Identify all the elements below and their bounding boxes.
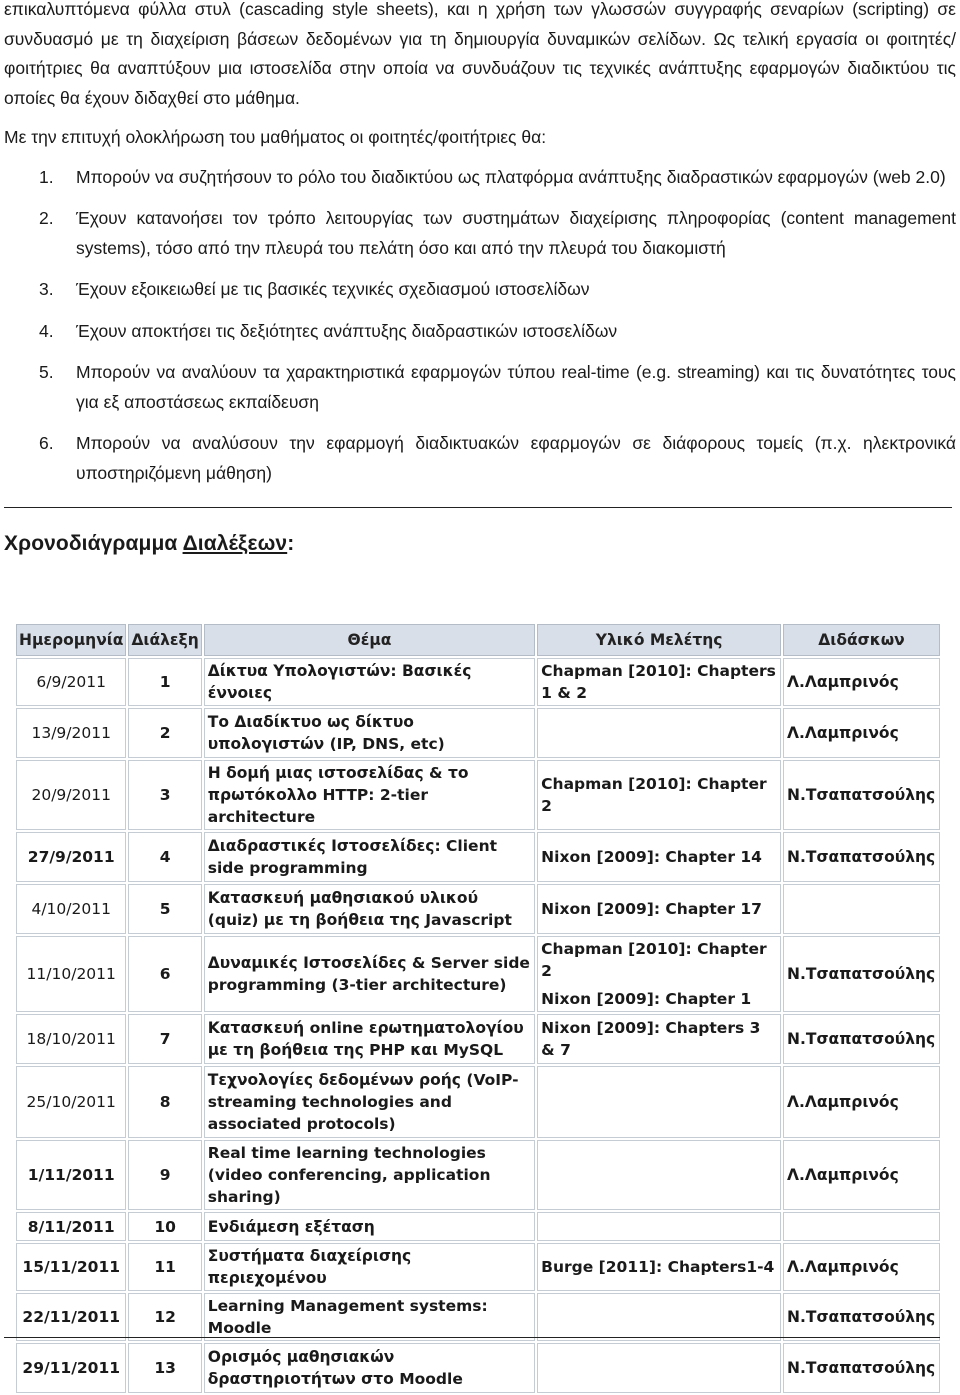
- cell-topic: Δυναμικές Ιστοσελίδες & Server side programming (3-tier architecture): [204, 936, 535, 1012]
- cell-lecture: 8: [128, 1066, 201, 1138]
- cell-material: [537, 1212, 781, 1241]
- schedule-heading-text: Χρονοδιάγραμμα: [4, 532, 183, 555]
- cell-date: 20/9/2011: [16, 760, 126, 830]
- cell-lecture: 12: [128, 1293, 201, 1341]
- outcome-text: Έχουν αποκτήσει τις δεξιότητες ανάπτυξης διαδραστικών ιστοσελίδων: [76, 320, 618, 341]
- table-row: [16, 708, 940, 758]
- material-line: Chapman [2010]: Chapters 1 & 2: [541, 662, 776, 702]
- cell-topic: Learning Management systems: Moodle: [204, 1293, 535, 1341]
- table-row: [16, 1066, 940, 1138]
- outcome-text: Μπορούν να συζητήσουν το ρόλο του διαδικτύου ως πλατφόρμα ανάπτυξης διαδραστικών εφαρμογών (web 2.0): [76, 166, 946, 187]
- outcome-item: [4, 163, 956, 193]
- cell-date: 25/10/2011: [16, 1066, 126, 1138]
- outcome-item: [4, 275, 956, 305]
- table-row: [16, 1140, 940, 1210]
- cell-date: 8/11/2011: [16, 1212, 126, 1241]
- intro-paragraph: επικαλυπτόμενα φύλλα στυλ (cascading style sheets), και η χρήση των γλωσσών συγγραφής σεναρίων (scripting) σε συνδυασμό με τη διαχείριση βάσεων δεδομένων για τη δημιουργία δυναμικών σελίδων. Ως τελική εργασία οι φοιτητές/φοιτήτριες θα αναπτύξουν μια ιστοσελίδα στην οποία να συνδυάζουν τις τεχνικές ανάπτυξης εφαρμογών διαδικτύου τις οποίες θα έχουν διδαχθεί στο μάθημα.: [4, 0, 956, 108]
- table-row: [16, 832, 940, 882]
- cell-date: 11/10/2011: [16, 936, 126, 1012]
- outcome-text: Μπορούν να αναλύσουν την εφαρμογή διαδικτυακών εφαρμογών σε διάφορους τομείς (π.χ. ηλεκτρονικά υποστηριζόμενη μάθηση): [76, 433, 956, 483]
- column-header-instructor: Διδάσκων: [783, 624, 940, 656]
- cell-lecture: 11: [128, 1243, 201, 1291]
- table-row: [16, 1293, 940, 1341]
- material-line: Nixon [2009]: Chapter 1: [541, 990, 752, 1008]
- outcome-item: [4, 317, 956, 347]
- cell-instructor: Λ.Λαμπρινός: [783, 1140, 940, 1210]
- outcome-number: 6.: [39, 433, 54, 453]
- material-line: Nixon [2009]: Chapter 17: [541, 900, 762, 918]
- cell-instructor: Ν.Τσαπατσούλης: [783, 1293, 940, 1341]
- cell-instructor: Λ.Λαμπρινός: [783, 658, 940, 706]
- column-header-lecture: Διάλεξη: [128, 624, 201, 656]
- cell-instructor: Ν.Τσαπατσούλης: [783, 1343, 940, 1393]
- cell-instructor: [783, 1212, 940, 1241]
- material-line: Nixon [2009]: Chapters 3 & 7: [541, 1019, 761, 1059]
- cell-topic: Διαδραστικές Ιστοσελίδες: Client side programming: [204, 832, 535, 882]
- outcome-item: [4, 429, 956, 488]
- column-header-topic: Θέμα: [204, 624, 535, 656]
- column-header-material: Υλικό Μελέτης: [537, 624, 781, 656]
- cell-topic: Ορισμός μαθησιακών δραστηριοτήτων στο Moodle: [204, 1343, 535, 1393]
- material-line: Nixon [2009]: Chapter 14: [541, 848, 762, 866]
- outcome-number: 5.: [39, 362, 54, 382]
- cell-topic: Real time learning technologies (video conferencing, application sharing): [204, 1140, 535, 1210]
- table-row: [16, 884, 940, 934]
- cell-lecture: 2: [128, 708, 201, 758]
- cell-material: [537, 1343, 781, 1393]
- outcome-item: [4, 204, 956, 263]
- section-divider: [4, 507, 952, 508]
- column-header-date: Ημερομηνία: [16, 624, 126, 656]
- cell-instructor: Ν.Τσαπατσούλης: [783, 760, 940, 830]
- cell-lecture: 5: [128, 884, 201, 934]
- cell-instructor: Ν.Τσαπατσούλης: [783, 832, 940, 882]
- table-row: [16, 1243, 940, 1291]
- bottom-divider: [4, 1337, 940, 1338]
- cell-material: [537, 760, 781, 830]
- cell-material: [537, 1014, 781, 1064]
- cell-date: 4/10/2011: [16, 884, 126, 934]
- cell-lecture: 3: [128, 760, 201, 830]
- outcome-text: Έχουν κατανοήσει τον τρόπο λειτουργίας των συστημάτων διαχείρισης πληροφορίας (content management systems), τόσο από την πλευρά του πελάτη όσο και από την πλευρά του διακομιστή: [76, 208, 956, 258]
- outcomes-lead: Με την επιτυχή ολοκλήρωση του μαθήματος οι φοιτητές/φοιτήτριες θα:: [4, 127, 547, 147]
- cell-material: [537, 936, 781, 1012]
- material-line: Chapman [2010]: Chapter 2: [541, 775, 767, 815]
- cell-material: [537, 1140, 781, 1210]
- table-row: [16, 658, 940, 706]
- cell-topic: Η δομή μιας ιστοσελίδας & το πρωτόκολλο HTTP: 2-tier architecture: [204, 760, 535, 830]
- cell-instructor: Λ.Λαμπρινός: [783, 1066, 940, 1138]
- cell-topic: Ενδιάμεση εξέταση: [204, 1212, 535, 1241]
- lecture-schedule-table: [14, 622, 942, 1395]
- cell-topic: Τεχνολογίες δεδομένων ροής (VoIP-streaming technologies and associated protocols): [204, 1066, 535, 1138]
- document-page: [4, 0, 956, 556]
- outcome-number: 4.: [39, 320, 54, 341]
- table-header-row: [16, 624, 940, 656]
- cell-topic: Κατασκευή online ερωτηματολογίου με τη βοήθεια της PHP και MySQL: [204, 1014, 535, 1064]
- cell-instructor: Ν.Τσαπατσούλης: [783, 1014, 940, 1064]
- cell-instructor: Λ.Λαμπρινός: [783, 1243, 940, 1291]
- schedule-heading: [4, 532, 956, 556]
- cell-date: 6/9/2011: [16, 658, 126, 706]
- cell-date: 18/10/2011: [16, 1014, 126, 1064]
- outcome-number: 1.: [39, 166, 54, 187]
- outcomes-list: [4, 163, 956, 489]
- cell-lecture: 9: [128, 1140, 201, 1210]
- cell-date: 27/9/2011: [16, 832, 126, 882]
- cell-instructor: [783, 884, 940, 934]
- cell-date: 1/11/2011: [16, 1140, 126, 1210]
- outcome-text: Μπορούν να αναλύουν τα χαρακτηριστικά εφαρμογών τύπου real-time (e.g. streaming) και τις δυνατότητες τους για εξ αποστάσεως εκπαίδευση: [76, 362, 956, 412]
- cell-topic: Το Διαδίκτυο ως δίκτυο υπολογιστών (IP, DNS, etc): [204, 708, 535, 758]
- table-row: [16, 936, 940, 1012]
- cell-lecture: 7: [128, 1014, 201, 1064]
- cell-lecture: 1: [128, 658, 201, 706]
- cell-date: 29/11/2011: [16, 1343, 126, 1393]
- cell-material: [537, 708, 781, 758]
- cell-date: 22/11/2011: [16, 1293, 126, 1341]
- cell-material: [537, 884, 781, 934]
- cell-topic: Δίκτυα Υπολογιστών: Βασικές έννοιες: [204, 658, 535, 706]
- outcome-number: 3.: [39, 279, 54, 299]
- cell-material: [537, 832, 781, 882]
- cell-material: [537, 658, 781, 706]
- outcome-text: Έχουν εξοικειωθεί με τις βασικές τεχνικές σχεδιασμού ιστοσελίδων: [76, 279, 590, 299]
- material-line: Chapman [2010]: Chapter 2: [541, 940, 767, 980]
- cell-lecture: 13: [128, 1343, 201, 1393]
- cell-lecture: 10: [128, 1212, 201, 1241]
- cell-topic: Κατασκευή μαθησιακού υλικού (quiz) με τη βοήθεια της Javascript: [204, 884, 535, 934]
- schedule-body: [16, 658, 940, 1393]
- cell-material: [537, 1293, 781, 1341]
- cell-lecture: 6: [128, 936, 201, 1012]
- cell-material: [537, 1243, 781, 1291]
- table-row: [16, 1212, 940, 1241]
- cell-instructor: Ν.Τσαπατσούλης: [783, 936, 940, 1012]
- table-row: [16, 760, 940, 830]
- outcome-number: 2.: [39, 208, 54, 228]
- cell-instructor: Λ.Λαμπρινός: [783, 708, 940, 758]
- schedule-heading-underlined: Διαλέξεων: [182, 532, 288, 555]
- table-row: [16, 1343, 940, 1393]
- cell-lecture: 4: [128, 832, 201, 882]
- outcome-item: [4, 358, 956, 417]
- schedule-heading-colon: :: [287, 532, 295, 555]
- cell-material: [537, 1066, 781, 1138]
- cell-date: 15/11/2011: [16, 1243, 126, 1291]
- material-line: Burge [2011]: Chapters1-4: [541, 1258, 775, 1276]
- cell-topic: Συστήματα διαχείρισης περιεχομένου: [204, 1243, 535, 1291]
- table-row: [16, 1014, 940, 1064]
- cell-date: 13/9/2011: [16, 708, 126, 758]
